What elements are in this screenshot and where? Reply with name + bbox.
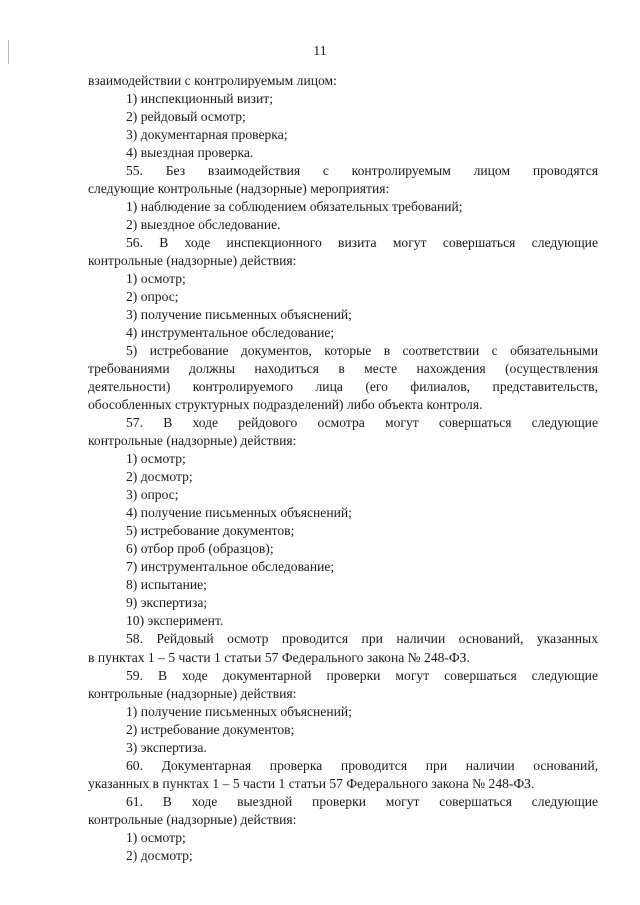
list-item-continued: обособленных структурных подразделений) либо объекта контроля. xyxy=(88,397,483,413)
paragraph-58-line: 58. Рейдовый осмотр проводится при наличии оснований, указанных xyxy=(126,631,598,647)
list-item: 4) инструментальное обследование; xyxy=(126,325,335,341)
paragraph-60-line: указанных в пунктах 1 – 5 части 1 статьи 57 Федерального закона № 248-ФЗ. xyxy=(88,775,535,791)
paragraph-56-line: 56. В ходе инспекционного визита могут совершаться следующие xyxy=(126,235,598,251)
list-item: 9) экспертиза; xyxy=(126,595,208,611)
paragraph-57-line: 57. В ходе рейдового осмотра могут совершаться следующие xyxy=(126,415,598,431)
paragraph-59-line: 59. В ходе документарной проверки могут совершаться следующие xyxy=(126,667,598,683)
list-item: 1) осмотр; xyxy=(126,271,186,287)
list-item: 3) опрос; xyxy=(126,487,179,503)
list-item: 1) получение письменных объяснений; xyxy=(126,703,352,719)
list-item: 4) выездная проверка. xyxy=(126,145,254,161)
list-item: 2) досмотр; xyxy=(126,847,193,863)
list-item: 1) осмотр; xyxy=(126,829,186,845)
list-item: 2) досмотр; xyxy=(126,469,193,485)
paragraph-61-line: контрольные (надзорные) действия: xyxy=(88,811,297,827)
page-number: 11 xyxy=(313,44,327,59)
list-item: 1) инспекционный визит; xyxy=(126,91,273,107)
list-item: 2) рейдовый осмотр; xyxy=(126,109,246,125)
list-item: 3) экспертиза. xyxy=(126,739,207,755)
list-item: 1) наблюдение за соблюдением обязательных требований; xyxy=(126,199,463,215)
paragraph-60-line: 60. Документарная проверка проводится при наличии оснований, xyxy=(126,757,598,773)
paragraph-56-line: контрольные (надзорные) действия: xyxy=(88,253,297,269)
paragraph-58-line: в пунктах 1 – 5 части 1 статьи 57 Федерального закона № 248-ФЗ. xyxy=(88,649,470,665)
paragraph-57-line: контрольные (надзорные) действия: xyxy=(88,433,297,449)
list-item: 4) получение письменных объяснений; xyxy=(126,505,352,521)
document-body xyxy=(88,72,598,865)
paragraph-61-line: 61. В ходе выездной проверки могут совершаться следующие xyxy=(126,793,598,809)
list-item: 1) осмотр; xyxy=(126,451,186,467)
list-item: 8) испытание; xyxy=(126,577,207,593)
paragraph-59-line: контрольные (надзорные) действия: xyxy=(88,685,297,701)
list-item: 3) документарная проверка; xyxy=(126,127,288,143)
list-item: 2) опрос; xyxy=(126,289,179,305)
list-item: 5) истребование документов, которые в соответствии с обязательными xyxy=(126,343,598,359)
list-item-continued: требованиями должны находиться в месте нахождения (осуществления xyxy=(88,361,598,377)
list-item: 10) эксперимент. xyxy=(126,613,224,629)
list-item: 6) отбор проб (образцов); xyxy=(126,541,274,557)
list-item: 3) получение письменных объяснений; xyxy=(126,307,352,323)
list-item: 2) выездное обследование. xyxy=(126,217,281,233)
paragraph-55-line: следующие контрольные (надзорные) мероприятия: xyxy=(88,181,390,197)
text-line: взаимодействии с контролируемым лицом: xyxy=(88,73,337,88)
list-item: 2) истребование документов; xyxy=(126,721,295,737)
paragraph-55-line: 55. Без взаимодействия с контролируемым лицом проводятся xyxy=(126,163,598,179)
list-item: 7) инструментальное обследование; xyxy=(126,559,335,575)
list-item-continued: деятельности) контролируемого лица (его филиалов, представительств, xyxy=(88,379,598,395)
list-item: 5) истребование документов; xyxy=(126,523,295,539)
